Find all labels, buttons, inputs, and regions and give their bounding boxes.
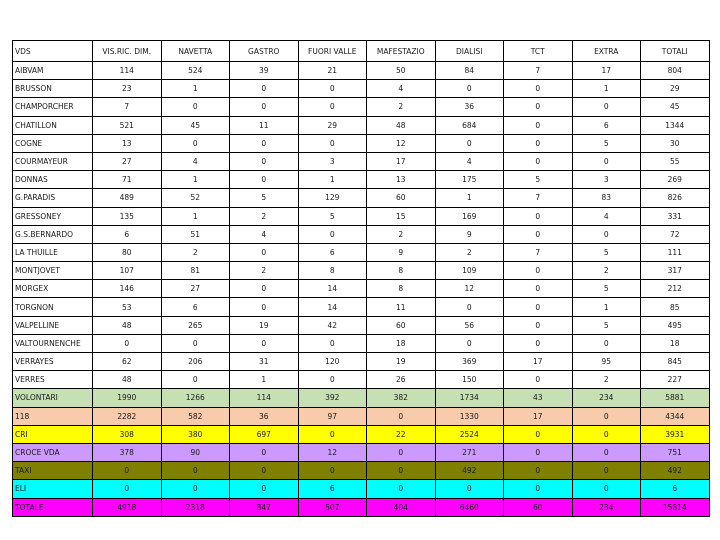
value-cell[interactable]: 0: [230, 80, 299, 98]
value-cell[interactable]: 2: [367, 98, 436, 116]
value-cell[interactable]: 0: [572, 425, 641, 443]
row-label-cell[interactable]: VOLONTARI: [13, 389, 93, 407]
header-cell[interactable]: NAVETTA: [161, 41, 230, 62]
value-cell[interactable]: 0: [572, 407, 641, 425]
value-cell[interactable]: 507: [298, 498, 367, 516]
value-cell[interactable]: 12: [367, 134, 436, 152]
value-cell[interactable]: 30: [641, 134, 710, 152]
value-cell[interactable]: 265: [161, 316, 230, 334]
value-cell[interactable]: 62: [93, 353, 162, 371]
value-cell[interactable]: 2: [230, 207, 299, 225]
value-cell[interactable]: 0: [298, 80, 367, 98]
row-label-cell[interactable]: TAXI: [13, 462, 93, 480]
table-row: [13, 171, 710, 189]
value-cell[interactable]: 36: [435, 98, 504, 116]
value-cell[interactable]: 0: [435, 298, 504, 316]
value-cell[interactable]: 0: [572, 98, 641, 116]
value-cell[interactable]: 308: [93, 425, 162, 443]
value-cell[interactable]: 0: [504, 334, 573, 352]
value-cell[interactable]: 3: [572, 171, 641, 189]
value-cell[interactable]: 56: [435, 316, 504, 334]
value-cell[interactable]: 14: [298, 280, 367, 298]
value-cell[interactable]: 0: [230, 334, 299, 352]
value-cell[interactable]: 0: [504, 462, 573, 480]
value-cell[interactable]: 12: [435, 280, 504, 298]
value-cell[interactable]: 684: [435, 116, 504, 134]
value-cell[interactable]: 4: [435, 152, 504, 170]
value-cell[interactable]: 107: [93, 262, 162, 280]
value-cell[interactable]: 0: [161, 371, 230, 389]
value-cell[interactable]: 7: [504, 62, 573, 80]
value-cell[interactable]: 45: [161, 116, 230, 134]
value-cell[interactable]: 129: [298, 189, 367, 207]
value-cell[interactable]: 1266: [161, 389, 230, 407]
value-cell[interactable]: 0: [435, 334, 504, 352]
value-cell[interactable]: 85: [641, 298, 710, 316]
value-cell[interactable]: 19: [230, 316, 299, 334]
value-cell[interactable]: 4344: [641, 407, 710, 425]
table-row: [13, 389, 710, 407]
value-cell[interactable]: 0: [435, 480, 504, 498]
table-row: [13, 134, 710, 152]
value-cell[interactable]: 0: [435, 134, 504, 152]
value-cell[interactable]: 1: [161, 171, 230, 189]
value-cell[interactable]: 1: [572, 298, 641, 316]
header-cell[interactable]: MAFESTAZIO: [367, 41, 436, 62]
value-cell[interactable]: 29: [641, 80, 710, 98]
value-cell[interactable]: 0: [504, 225, 573, 243]
value-cell[interactable]: 5: [572, 243, 641, 261]
value-cell[interactable]: 0: [298, 334, 367, 352]
value-cell[interactable]: 2: [230, 262, 299, 280]
value-cell[interactable]: 271: [435, 443, 504, 461]
value-cell[interactable]: 81: [161, 262, 230, 280]
value-cell[interactable]: 495: [641, 316, 710, 334]
value-cell[interactable]: 21: [298, 62, 367, 80]
value-cell[interactable]: 0: [504, 80, 573, 98]
value-cell[interactable]: 0: [504, 316, 573, 334]
value-cell[interactable]: 751: [641, 443, 710, 461]
value-cell[interactable]: 369: [435, 353, 504, 371]
value-cell[interactable]: 9: [367, 243, 436, 261]
value-cell[interactable]: 521: [93, 116, 162, 134]
value-cell[interactable]: 234: [572, 389, 641, 407]
value-cell[interactable]: 5881: [641, 389, 710, 407]
value-cell[interactable]: 4: [230, 225, 299, 243]
value-cell[interactable]: 45: [641, 98, 710, 116]
value-cell[interactable]: 0: [93, 480, 162, 498]
value-cell[interactable]: 175: [435, 171, 504, 189]
value-cell[interactable]: 71: [93, 171, 162, 189]
value-cell[interactable]: 11: [367, 298, 436, 316]
value-cell[interactable]: 135: [93, 207, 162, 225]
value-cell[interactable]: 1330: [435, 407, 504, 425]
value-cell[interactable]: 0: [230, 280, 299, 298]
value-cell[interactable]: 0: [161, 480, 230, 498]
row-label-cell[interactable]: 118: [13, 407, 93, 425]
value-cell[interactable]: 5: [572, 316, 641, 334]
row-label-cell[interactable]: MONTJOVET: [13, 262, 93, 280]
value-cell[interactable]: 150: [435, 371, 504, 389]
value-cell[interactable]: 5: [230, 189, 299, 207]
value-cell[interactable]: 5: [572, 134, 641, 152]
value-cell[interactable]: 234: [572, 498, 641, 516]
row-label-cell[interactable]: CHAMPORCHER: [13, 98, 93, 116]
value-cell[interactable]: 1: [572, 80, 641, 98]
value-cell[interactable]: 27: [161, 280, 230, 298]
value-cell[interactable]: 2: [435, 243, 504, 261]
value-cell[interactable]: 0: [230, 443, 299, 461]
value-cell[interactable]: 0: [572, 152, 641, 170]
value-cell[interactable]: 0: [435, 80, 504, 98]
value-cell[interactable]: 489: [93, 189, 162, 207]
value-cell[interactable]: 0: [161, 98, 230, 116]
value-cell[interactable]: 492: [641, 462, 710, 480]
data-table: [12, 40, 710, 517]
value-cell[interactable]: 7: [504, 189, 573, 207]
row-label-cell[interactable]: CHATILLON: [13, 116, 93, 134]
value-cell[interactable]: 0: [230, 298, 299, 316]
table-row: [13, 280, 710, 298]
value-cell[interactable]: 382: [367, 389, 436, 407]
table-row: [13, 371, 710, 389]
value-cell[interactable]: 72: [641, 225, 710, 243]
value-cell[interactable]: 826: [641, 189, 710, 207]
value-cell[interactable]: 0: [93, 334, 162, 352]
value-cell[interactable]: 15: [367, 207, 436, 225]
row-label-cell[interactable]: G.S.BERNARDO: [13, 225, 93, 243]
value-cell[interactable]: 0: [572, 480, 641, 498]
value-cell[interactable]: 392: [298, 389, 367, 407]
table-row: [13, 80, 710, 98]
value-cell[interactable]: 0: [504, 280, 573, 298]
value-cell[interactable]: 0: [572, 334, 641, 352]
row-label-cell[interactable]: LA THUILLE: [13, 243, 93, 261]
row-label-cell[interactable]: GRESSONEY: [13, 207, 93, 225]
value-cell[interactable]: 48: [93, 371, 162, 389]
value-cell[interactable]: 8: [367, 280, 436, 298]
value-cell[interactable]: 84: [435, 62, 504, 80]
row-label-cell[interactable]: COURMAYEUR: [13, 152, 93, 170]
value-cell[interactable]: 0: [504, 116, 573, 134]
value-cell[interactable]: 19: [367, 353, 436, 371]
value-cell[interactable]: 31: [230, 353, 299, 371]
value-cell[interactable]: 17: [504, 353, 573, 371]
value-cell[interactable]: 2318: [161, 498, 230, 516]
value-cell[interactable]: 269: [641, 171, 710, 189]
value-cell[interactable]: 1734: [435, 389, 504, 407]
value-cell[interactable]: 95: [572, 353, 641, 371]
table-row: [13, 407, 710, 425]
value-cell[interactable]: 1: [435, 189, 504, 207]
table-row: [13, 462, 710, 480]
value-cell[interactable]: 2: [367, 225, 436, 243]
value-cell[interactable]: 8: [298, 262, 367, 280]
value-cell[interactable]: 2: [572, 371, 641, 389]
value-cell[interactable]: 109: [435, 262, 504, 280]
value-cell[interactable]: 6: [298, 480, 367, 498]
value-cell[interactable]: 317: [641, 262, 710, 280]
value-cell[interactable]: 5: [572, 280, 641, 298]
value-cell[interactable]: 2282: [93, 407, 162, 425]
value-cell[interactable]: 206: [161, 353, 230, 371]
table-body: [13, 62, 710, 517]
value-cell[interactable]: 23: [93, 80, 162, 98]
table-row: [13, 298, 710, 316]
value-cell[interactable]: 48: [367, 116, 436, 134]
value-cell[interactable]: 6: [572, 116, 641, 134]
header-row: [13, 41, 710, 62]
row-label-cell[interactable]: VALTOURNENCHE: [13, 334, 93, 352]
value-cell[interactable]: 2524: [435, 425, 504, 443]
value-cell[interactable]: 48: [93, 316, 162, 334]
value-cell[interactable]: 7: [93, 98, 162, 116]
row-label-cell[interactable]: G.PARADIS: [13, 189, 93, 207]
value-cell[interactable]: 0: [161, 134, 230, 152]
value-cell[interactable]: 120: [298, 353, 367, 371]
value-cell[interactable]: 845: [641, 353, 710, 371]
table-row: [13, 353, 710, 371]
value-cell[interactable]: 804: [641, 62, 710, 80]
value-cell[interactable]: 0: [161, 334, 230, 352]
value-cell[interactable]: 15814: [641, 498, 710, 516]
value-cell[interactable]: 0: [230, 171, 299, 189]
value-cell[interactable]: 0: [367, 443, 436, 461]
value-cell[interactable]: 0: [298, 371, 367, 389]
table-row: [13, 262, 710, 280]
value-cell[interactable]: 0: [161, 462, 230, 480]
row-label-cell[interactable]: BRUSSON: [13, 80, 93, 98]
value-cell[interactable]: 212: [641, 280, 710, 298]
header-cell[interactable]: VIS.RIC. DIM.: [93, 41, 162, 62]
value-cell[interactable]: 0: [230, 243, 299, 261]
spreadsheet: [12, 40, 709, 517]
value-cell[interactable]: 0: [504, 152, 573, 170]
value-cell[interactable]: 331: [641, 207, 710, 225]
value-cell[interactable]: 42: [298, 316, 367, 334]
value-cell[interactable]: 2: [572, 262, 641, 280]
value-cell[interactable]: 1: [161, 207, 230, 225]
value-cell[interactable]: 0: [504, 207, 573, 225]
value-cell[interactable]: 80: [93, 243, 162, 261]
table-row: [13, 480, 710, 498]
value-cell[interactable]: 12: [298, 443, 367, 461]
value-cell[interactable]: 5: [504, 171, 573, 189]
value-cell[interactable]: 378: [93, 443, 162, 461]
value-cell[interactable]: 27: [93, 152, 162, 170]
value-cell[interactable]: 114: [230, 389, 299, 407]
value-cell[interactable]: 114: [93, 62, 162, 80]
table-row: [13, 498, 710, 516]
value-cell[interactable]: 52: [161, 189, 230, 207]
row-label-cell[interactable]: CRI: [13, 425, 93, 443]
value-cell[interactable]: 7: [504, 243, 573, 261]
value-cell[interactable]: 0: [572, 443, 641, 461]
table-row: [13, 152, 710, 170]
value-cell[interactable]: 1: [161, 80, 230, 98]
value-cell[interactable]: 0: [572, 225, 641, 243]
row-label-cell[interactable]: VERRES: [13, 371, 93, 389]
value-cell[interactable]: 3931: [641, 425, 710, 443]
value-cell[interactable]: 0: [230, 480, 299, 498]
value-cell[interactable]: 26: [367, 371, 436, 389]
value-cell[interactable]: 60: [367, 316, 436, 334]
value-cell[interactable]: 1: [298, 171, 367, 189]
row-label-cell[interactable]: MORGEX: [13, 280, 93, 298]
row-label-cell[interactable]: ELI: [13, 480, 93, 498]
table-row: [13, 98, 710, 116]
value-cell[interactable]: 524: [161, 62, 230, 80]
value-cell[interactable]: 14: [298, 298, 367, 316]
header-cell[interactable]: EXTRA: [572, 41, 641, 62]
value-cell[interactable]: 97: [298, 407, 367, 425]
value-cell[interactable]: 83: [572, 189, 641, 207]
value-cell[interactable]: 0: [504, 480, 573, 498]
value-cell[interactable]: 0: [230, 98, 299, 116]
value-cell[interactable]: 17: [367, 152, 436, 170]
row-label-cell[interactable]: CROCE VDA: [13, 443, 93, 461]
value-cell[interactable]: 5: [298, 207, 367, 225]
value-cell[interactable]: 0: [504, 443, 573, 461]
value-cell[interactable]: 4: [572, 207, 641, 225]
table-row: [13, 116, 710, 134]
value-cell[interactable]: 6: [298, 243, 367, 261]
value-cell[interactable]: 36: [230, 407, 299, 425]
row-label-cell[interactable]: TOTALE: [13, 498, 93, 516]
table-row: [13, 225, 710, 243]
value-cell[interactable]: 4: [367, 80, 436, 98]
value-cell[interactable]: 60: [367, 189, 436, 207]
value-cell[interactable]: 17: [504, 407, 573, 425]
value-cell[interactable]: 60: [504, 498, 573, 516]
value-cell[interactable]: 111: [641, 243, 710, 261]
value-cell[interactable]: 0: [230, 462, 299, 480]
value-cell[interactable]: 0: [504, 134, 573, 152]
value-cell[interactable]: 6460: [435, 498, 504, 516]
value-cell[interactable]: 22: [367, 425, 436, 443]
value-cell[interactable]: 2: [161, 243, 230, 261]
value-cell[interactable]: 0: [93, 462, 162, 480]
table-row: [13, 189, 710, 207]
value-cell[interactable]: 146: [93, 280, 162, 298]
value-cell[interactable]: 0: [572, 462, 641, 480]
value-cell[interactable]: 39: [230, 62, 299, 80]
value-cell[interactable]: 18: [641, 334, 710, 352]
value-cell[interactable]: 90: [161, 443, 230, 461]
value-cell[interactable]: 0: [298, 98, 367, 116]
value-cell[interactable]: 13: [93, 134, 162, 152]
value-cell[interactable]: 0: [504, 425, 573, 443]
table-row: [13, 243, 710, 261]
value-cell[interactable]: 0: [504, 298, 573, 316]
value-cell[interactable]: 3: [298, 152, 367, 170]
value-cell[interactable]: 4: [161, 152, 230, 170]
value-cell[interactable]: 847: [230, 498, 299, 516]
value-cell[interactable]: 43: [504, 389, 573, 407]
header-cell[interactable]: TOTALI: [641, 41, 710, 62]
value-cell[interactable]: 0: [298, 134, 367, 152]
value-cell[interactable]: 0: [230, 152, 299, 170]
row-label-cell[interactable]: AIBVAM: [13, 62, 93, 80]
table-row: [13, 443, 710, 461]
value-cell[interactable]: 50: [367, 62, 436, 80]
row-label-cell[interactable]: COGNE: [13, 134, 93, 152]
header-cell[interactable]: DIALISI: [435, 41, 504, 62]
value-cell[interactable]: 9: [435, 225, 504, 243]
value-cell[interactable]: 492: [435, 462, 504, 480]
table-row: [13, 316, 710, 334]
value-cell[interactable]: 582: [161, 407, 230, 425]
value-cell[interactable]: 17: [572, 62, 641, 80]
value-cell[interactable]: 4918: [93, 498, 162, 516]
value-cell[interactable]: 18: [367, 334, 436, 352]
value-cell[interactable]: 11: [230, 116, 299, 134]
value-cell[interactable]: 0: [504, 371, 573, 389]
value-cell[interactable]: 0: [367, 462, 436, 480]
value-cell[interactable]: 227: [641, 371, 710, 389]
value-cell[interactable]: 0: [367, 480, 436, 498]
value-cell[interactable]: 1344: [641, 116, 710, 134]
value-cell[interactable]: 697: [230, 425, 299, 443]
value-cell[interactable]: 8: [367, 262, 436, 280]
header-cell[interactable]: GASTRO: [230, 41, 299, 62]
row-label-cell[interactable]: VERRAYES: [13, 353, 93, 371]
value-cell[interactable]: 6: [641, 480, 710, 498]
value-cell[interactable]: 6: [93, 225, 162, 243]
value-cell[interactable]: 1: [230, 371, 299, 389]
table-row: [13, 334, 710, 352]
header-cell[interactable]: VDS: [13, 41, 93, 62]
value-cell[interactable]: 0: [298, 225, 367, 243]
value-cell[interactable]: 51: [161, 225, 230, 243]
value-cell[interactable]: 0: [298, 462, 367, 480]
table-row: [13, 62, 710, 80]
header-cell[interactable]: TCT: [504, 41, 573, 62]
value-cell[interactable]: 404: [367, 498, 436, 516]
value-cell[interactable]: 1990: [93, 389, 162, 407]
value-cell[interactable]: 0: [367, 407, 436, 425]
table-row: [13, 207, 710, 225]
value-cell[interactable]: 0: [230, 134, 299, 152]
value-cell[interactable]: 0: [504, 262, 573, 280]
value-cell[interactable]: 55: [641, 152, 710, 170]
header-cell[interactable]: FUORI VALLE: [298, 41, 367, 62]
table-row: [13, 425, 710, 443]
value-cell[interactable]: 0: [298, 425, 367, 443]
value-cell[interactable]: 53: [93, 298, 162, 316]
value-cell[interactable]: 29: [298, 116, 367, 134]
value-cell[interactable]: 380: [161, 425, 230, 443]
row-label-cell[interactable]: TORGNON: [13, 298, 93, 316]
row-label-cell[interactable]: DONNAS: [13, 171, 93, 189]
value-cell[interactable]: 13: [367, 171, 436, 189]
value-cell[interactable]: 169: [435, 207, 504, 225]
value-cell[interactable]: 0: [504, 98, 573, 116]
value-cell[interactable]: 6: [161, 298, 230, 316]
row-label-cell[interactable]: VALPELLINE: [13, 316, 93, 334]
